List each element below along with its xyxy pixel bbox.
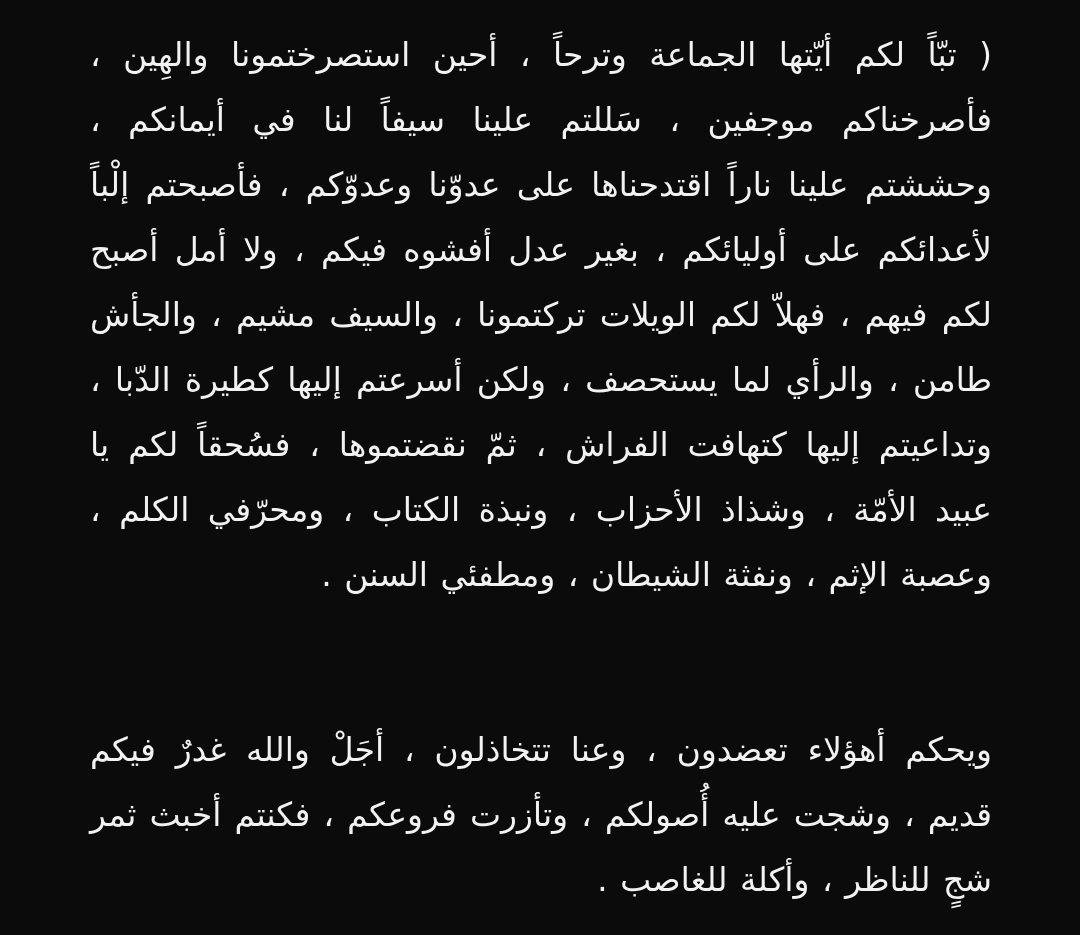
paragraph-1: ( تبّاً لكم أيّتها الجماعة وترحاً ، أحين استصرختمونا والهِين ، فأصرخناكم موجفين ، سَللتم علينا سيفاً لنا في أيمانكم ، وحششتم علينا ناراً اقتدحناها على عدوّنا وعدوّكم ، فأصبحتم إلْباً لأعدائكم على أوليائكم ، بغير عدل أفشوه فيكم ، ولا أمل أصبح لكم فيهم ، فهلاّ لكم الويلات تركتمونا ، والسيف مشيم ، والجأش طامن ، والرأي لما يستحصف ، ولكن أسرعتم إليها كطيرة الدّبا ، وتداعيتم إليها كتهافت الفراش ، ثمّ نقضتموها ، فسُحقاً لكم يا عبيد الأمّة ، وشذاذ الأحزاب ، ونبذة الكتاب ، ومحرّفي الكلم ، وعصبة الإثم ، ونفثة الشيطان ، ومطفئي السنن .: [90, 35, 992, 594]
paragraph-2: ويحكم أهؤلاء تعضدون ، وعنا تتخاذلون ، أجَلْ والله غدرٌ فيكم قديم ، وشجت عليه أُصولكم ، وتأزرت فروعكم ، فكنتم أخبث ثمر شجٍ للناظر ، وأكلة للغاصب .: [90, 730, 992, 899]
